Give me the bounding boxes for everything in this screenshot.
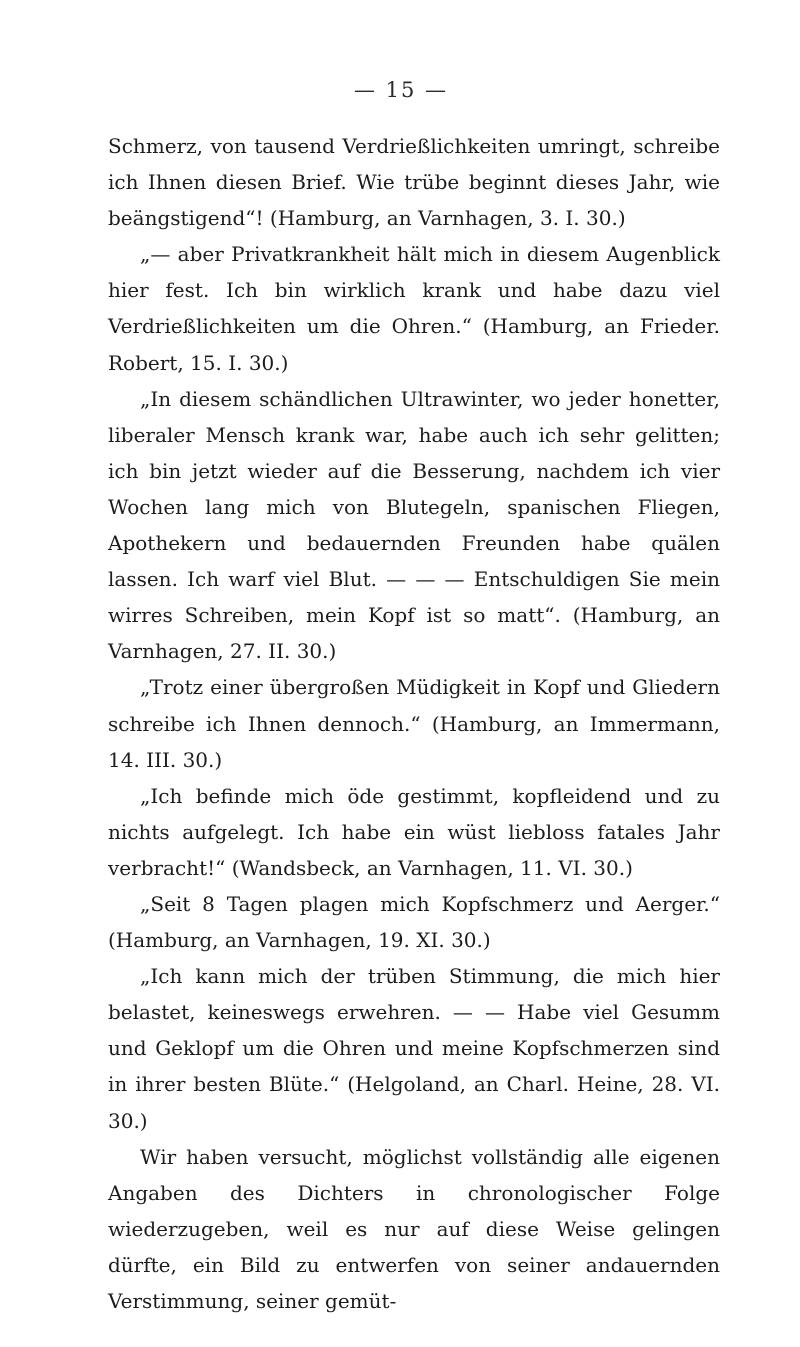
paragraph-4: „Trotz einer übergroßen Müdigkeit in Kopf und Gliedern schreibe ich Ihnen dennoch.“ (Hamburg, an Immermann, 14. III. 30.) (108, 675, 720, 772)
book-page (108, 78, 720, 1319)
paragraph-5: „Ich befinde mich öde gestimmt, kopfleidend und zu nichts aufgelegt. Ich habe ein wüst liebloss fatales Jahr verbracht!“ (Wandsbeck, an Varnhagen, 11. VI. 30.) (108, 783, 720, 880)
paragraph-6: „Seit 8 Tagen plagen mich Kopfschmerz und Aerger.“ (Hamburg, an Varnhagen, 19. XI. 30.) (108, 891, 720, 953)
body-text (108, 128, 720, 1319)
paragraph-8: Wir haben versucht, möglichst vollständig alle eigenen Angaben des Dichters in chronologischer Folge wiederzugeben, weil es nur auf diese Weise gelingen dürfte, ein Bild zu entwerfen von seiner andauernden Verstimmung, seiner gemüt- (108, 1144, 720, 1313)
page-number: — 15 — (353, 78, 449, 102)
paragraph-1: Schmerz, von tausend Verdrießlichkeiten umringt, schreibe ich Ihnen diesen Brief. Wie trübe beginnt dieses Jahr, wie beängstigend“! (Hamburg, an Varnhagen, 3. I. 30.) (108, 134, 720, 231)
paragraph-2: „— aber Privatkrankheit hält mich in diesem Augenblick hier fest. Ich bin wirklich krank und habe dazu viel Verdrießlichkeiten um die Ohren.“ (Hamburg, an Frieder. Robert, 15. I. 30.) (108, 242, 720, 375)
paragraph-7: „Ich kann mich der trüben Stimmung, die mich hier belastet, keineswegs erwehren. — — Habe viel Gesumm und Geklopf um die Ohren und meine Kopfschmerzen sind in ihrer besten Blüte.“ (Helgoland, an Charl. Heine, 28. VI. 30.) (108, 964, 720, 1133)
paragraph-3: „In diesem schändlichen Ultrawinter, wo jeder honetter, liberaler Mensch krank war, habe auch ich sehr gelitten; ich bin jetzt wieder auf die Besserung, nachdem ich vier Wochen lang mich von Blutegeln, spanischen Fliegen, Apothekern und bedauernden Freunden habe quälen lassen. Ich warf viel Blut. — — — Entschuldigen Sie mein wirres Schreiben, mein Kopf ist so matt“. (Hamburg, an Varnhagen, 27. II. 30.) (108, 386, 720, 664)
